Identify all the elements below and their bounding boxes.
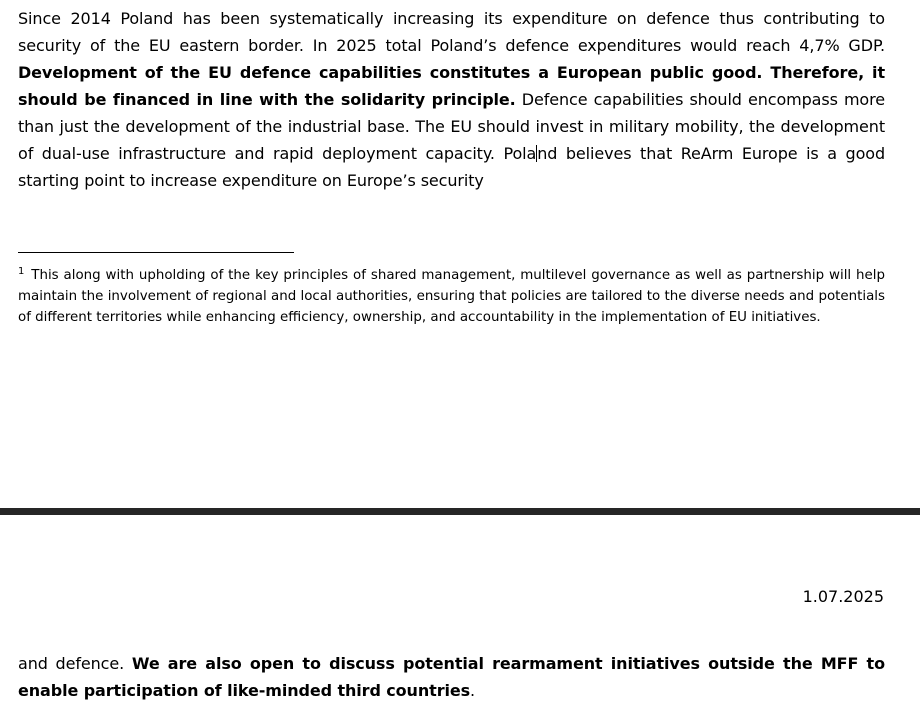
paragraph-text: and defence. xyxy=(18,654,132,673)
footnote-text: This along with upholding of the key principles of shared management, multilevel governance as well as partnership will help maintain the involvement of regional and local authorities, ensuring that policies are tailored to the diverse needs and potentials of different territories while enhancing efficiency, ownership, and accountability in the implementation of EU initiatives. xyxy=(18,268,885,325)
footnote-separator xyxy=(18,252,294,253)
body-paragraph-2 xyxy=(18,650,885,704)
paragraph-text: Since 2014 Poland has been systematically increasing its expenditure on defence thus contributing to security of the EU eastern border. In 2025 total Poland’s defence expenditures would reach 4,7% GDP. xyxy=(18,9,885,55)
footnote-marker: 1 xyxy=(18,266,25,277)
paragraph-bold-text: Development of the EU defence capabilities constitutes a European public good. Therefore, it should be financed in line with the solidarity principle. xyxy=(18,63,885,109)
paragraph-text: . xyxy=(470,681,476,700)
paragraph-text: nd believes that ReArm Europe is a good starting point to increase expenditure on Europe’s security xyxy=(18,144,885,190)
footnote xyxy=(18,265,885,328)
page-header-date: 1.07.2025 xyxy=(802,587,884,606)
paragraph-text: Defence capabilities should encompass more than just the development of the industrial base. The EU should invest in military mobility, the development of dual-use infrastructure and rapid deployment capacity. Pola xyxy=(18,90,885,163)
body-paragraph-1 xyxy=(18,5,885,194)
paragraph-bold-text: We are also open to discuss potential rearmament initiatives outside the MFF to enable participation of like-minded third countries xyxy=(18,654,885,700)
page-break xyxy=(0,508,920,515)
